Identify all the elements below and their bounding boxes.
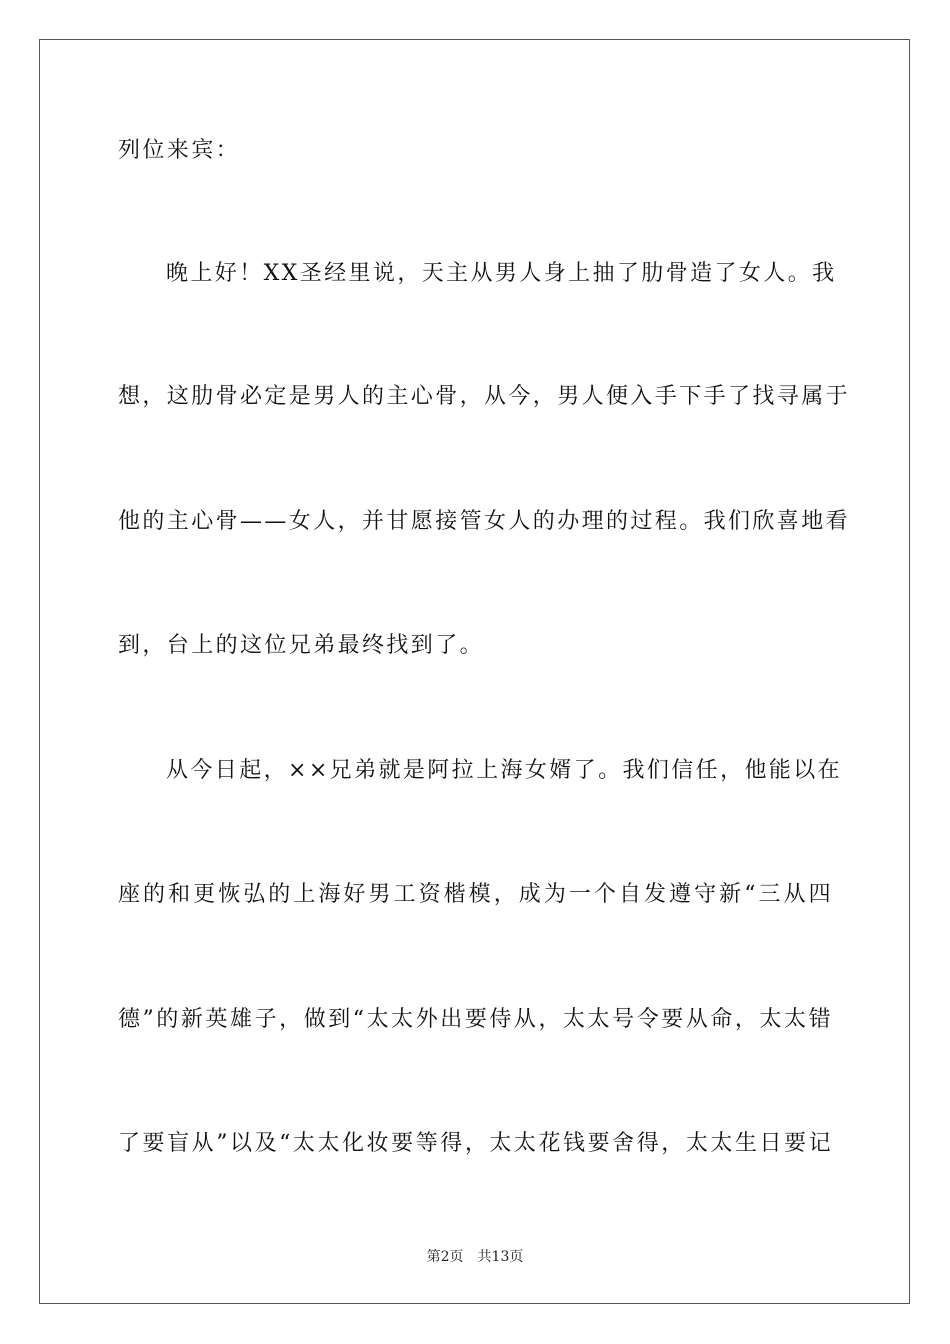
paragraph-1-line-4: 到，台上的这位兄弟最终找到了。 <box>118 633 485 658</box>
page-total: 共13页 <box>477 1249 524 1265</box>
page-number: 第2页 <box>426 1249 464 1265</box>
paragraph-1-line-3: 他的主心骨——女人，并甘愿接管女人的办理的过程。我们欣喜地看 <box>118 509 851 534</box>
page-border <box>39 39 910 1304</box>
paragraph-2-line-3: 德”的新英雄子，做到“太太外出要侍从，太太号令要从命，太太错 <box>118 1007 833 1032</box>
paragraph-1-line-2: 想，这肋骨必定是男人的主心骨，从今，男人便入手下手了找寻属于 <box>118 384 851 409</box>
paragraph-2-line-4: 了要盲从”以及“太太化妆要等得，太太花钱要舍得，太太生日要记 <box>118 1131 833 1156</box>
paragraph-2-line-1: 从今日起，××兄弟就是阿拉上海女婿了。我们信任，他能以在 <box>166 758 843 783</box>
paragraph-2-line-2: 座的和更恢弘的上海好男工资楷模，成为一个自发遵守新“三从四 <box>118 882 833 907</box>
page-footer <box>0 1248 950 1266</box>
paragraph-1-line-1: 晚上好！XX圣经里说，天主从男人身上抽了肋骨造了女人。我 <box>166 261 837 286</box>
salutation-line: 列位来宾： <box>118 138 241 163</box>
